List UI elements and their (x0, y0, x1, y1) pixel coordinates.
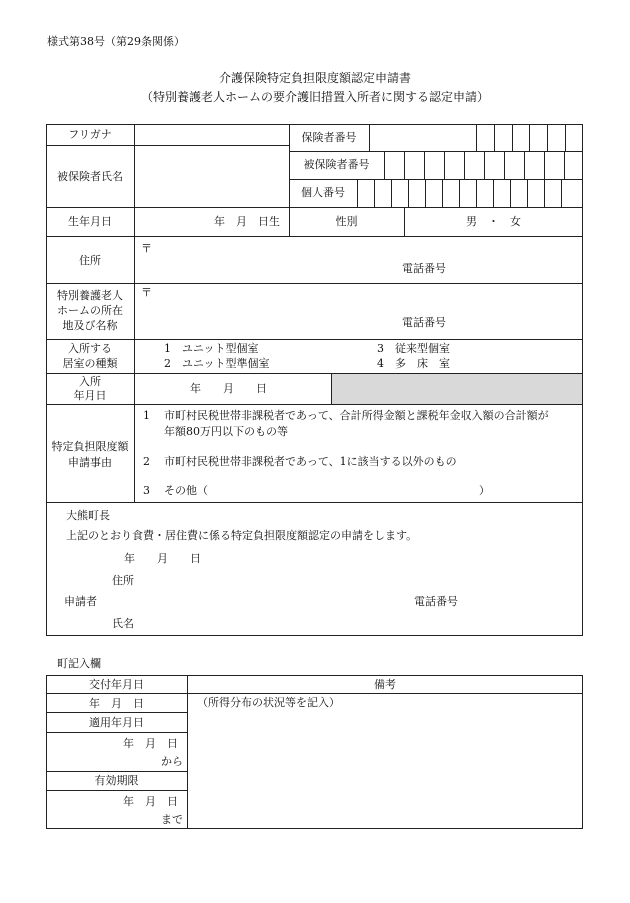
reason-3-text: その他（ (164, 484, 208, 497)
insurer-number-boxes[interactable] (369, 124, 583, 151)
remarks-input[interactable] (190, 712, 580, 826)
form-subtitle: （特別養護老人ホームの要介護旧措置入所者に関する認定申請） (140, 90, 489, 104)
recipient: 大熊町長 (66, 509, 110, 522)
reason-1-line1: 市町村民税世帯非課税者であって、合計所得金額と課税年金収入額の合計額が (164, 409, 549, 422)
from-label: から (161, 755, 183, 768)
insured-name-label: 被保険者氏名 (57, 170, 123, 183)
sex-label: 性別 (335, 215, 358, 228)
room-type-label-line2: 居室の種類 (62, 357, 118, 370)
insured-number-label: 被保険者番号 (303, 158, 370, 171)
room-option-3[interactable]: 3 従来型個室 (377, 342, 450, 355)
reason-2-number[interactable]: 2 (143, 455, 150, 468)
insurer-number-label: 保険者番号 (301, 131, 357, 144)
address-postal-mark: 〒 (141, 242, 152, 255)
facility-input[interactable] (155, 286, 575, 336)
birthdate-label: 生年月日 (68, 215, 112, 228)
admission-label-line2: 年月日 (73, 389, 107, 402)
admission-label-line1: 入所 (79, 375, 101, 388)
reason-1-line2: 年額80万円以下のもの等 (164, 425, 288, 438)
reason-1-number[interactable]: 1 (143, 409, 150, 422)
admission-gray-cell (332, 374, 582, 404)
validity-label: 有効期限 (94, 774, 139, 787)
reason-2-text: 市町村民税世帯非課税者であって、1に該当する以外のもの (164, 455, 457, 468)
applicant-phone-label: 電話番号 (414, 595, 458, 608)
personal-number-boxes[interactable] (357, 179, 583, 207)
room-option-2[interactable]: 2 ユニット型準個室 (164, 357, 270, 370)
applicant-input-area[interactable] (150, 570, 570, 630)
address-input[interactable] (155, 240, 575, 280)
reason-3-close: ） (479, 484, 490, 497)
furigana-label: フリガナ (68, 128, 112, 141)
sex-options[interactable]: 男 ・ 女 (466, 215, 521, 228)
facility-label-line1: 特別養護老人 (57, 289, 123, 302)
application-statement: 上記のとおり食費・居住費に係る特定負担限度額認定の申請をします。 (66, 529, 418, 542)
reason-3-number[interactable]: 3 (143, 484, 150, 497)
form-number: 様式第38号（第29条関係） (47, 35, 185, 48)
facility-phone-label: 電話番号 (402, 316, 446, 329)
application-date[interactable]: 年 月 日 (124, 552, 201, 565)
admission-date-field[interactable]: 年 月 日 (190, 382, 267, 395)
office-section-title: 町記入欄 (57, 657, 101, 670)
personal-number-label: 個人番号 (301, 186, 345, 199)
address-label: 住所 (79, 254, 101, 267)
reason-label-line1: 特定負担限度額 (51, 440, 129, 453)
facility-label-line3: 地及び名称 (62, 319, 118, 332)
validity-date-field[interactable]: 年 月 日 (123, 795, 178, 808)
room-option-1[interactable]: 1 ユニット型個室 (164, 342, 259, 355)
applicant-address-label: 住所 (112, 574, 134, 587)
remarks-note: （所得分布の状況等を記入） (197, 696, 340, 709)
until-label: まで (161, 813, 183, 826)
applicant-name-label: 氏名 (112, 617, 134, 630)
insured-number-boxes[interactable] (384, 151, 583, 179)
facility-postal-mark: 〒 (141, 286, 152, 299)
form-title: 介護保険特定負担限度額認定申請書 (218, 71, 411, 85)
issue-date-field[interactable]: 年 月 日 (89, 697, 144, 710)
room-option-4[interactable]: 4 多 床 室 (377, 357, 450, 370)
apply-date-field[interactable]: 年 月 日 (123, 737, 178, 750)
facility-label-line2: ホームの所在 (57, 304, 123, 317)
remarks-label: 備考 (374, 678, 396, 691)
reason-3-input[interactable] (212, 482, 477, 498)
room-type-label-line1: 入所する (68, 342, 112, 355)
birthdate-field[interactable]: 年 月 日生 (214, 215, 280, 228)
insured-name-input[interactable] (135, 146, 288, 206)
apply-date-label: 適用年月日 (89, 716, 144, 729)
reason-label-line2: 申請事由 (68, 456, 112, 469)
applicant-label: 申請者 (64, 595, 97, 608)
address-phone-label: 電話番号 (402, 262, 446, 275)
issue-date-label: 交付年月日 (89, 678, 144, 691)
furigana-input[interactable] (135, 125, 288, 145)
